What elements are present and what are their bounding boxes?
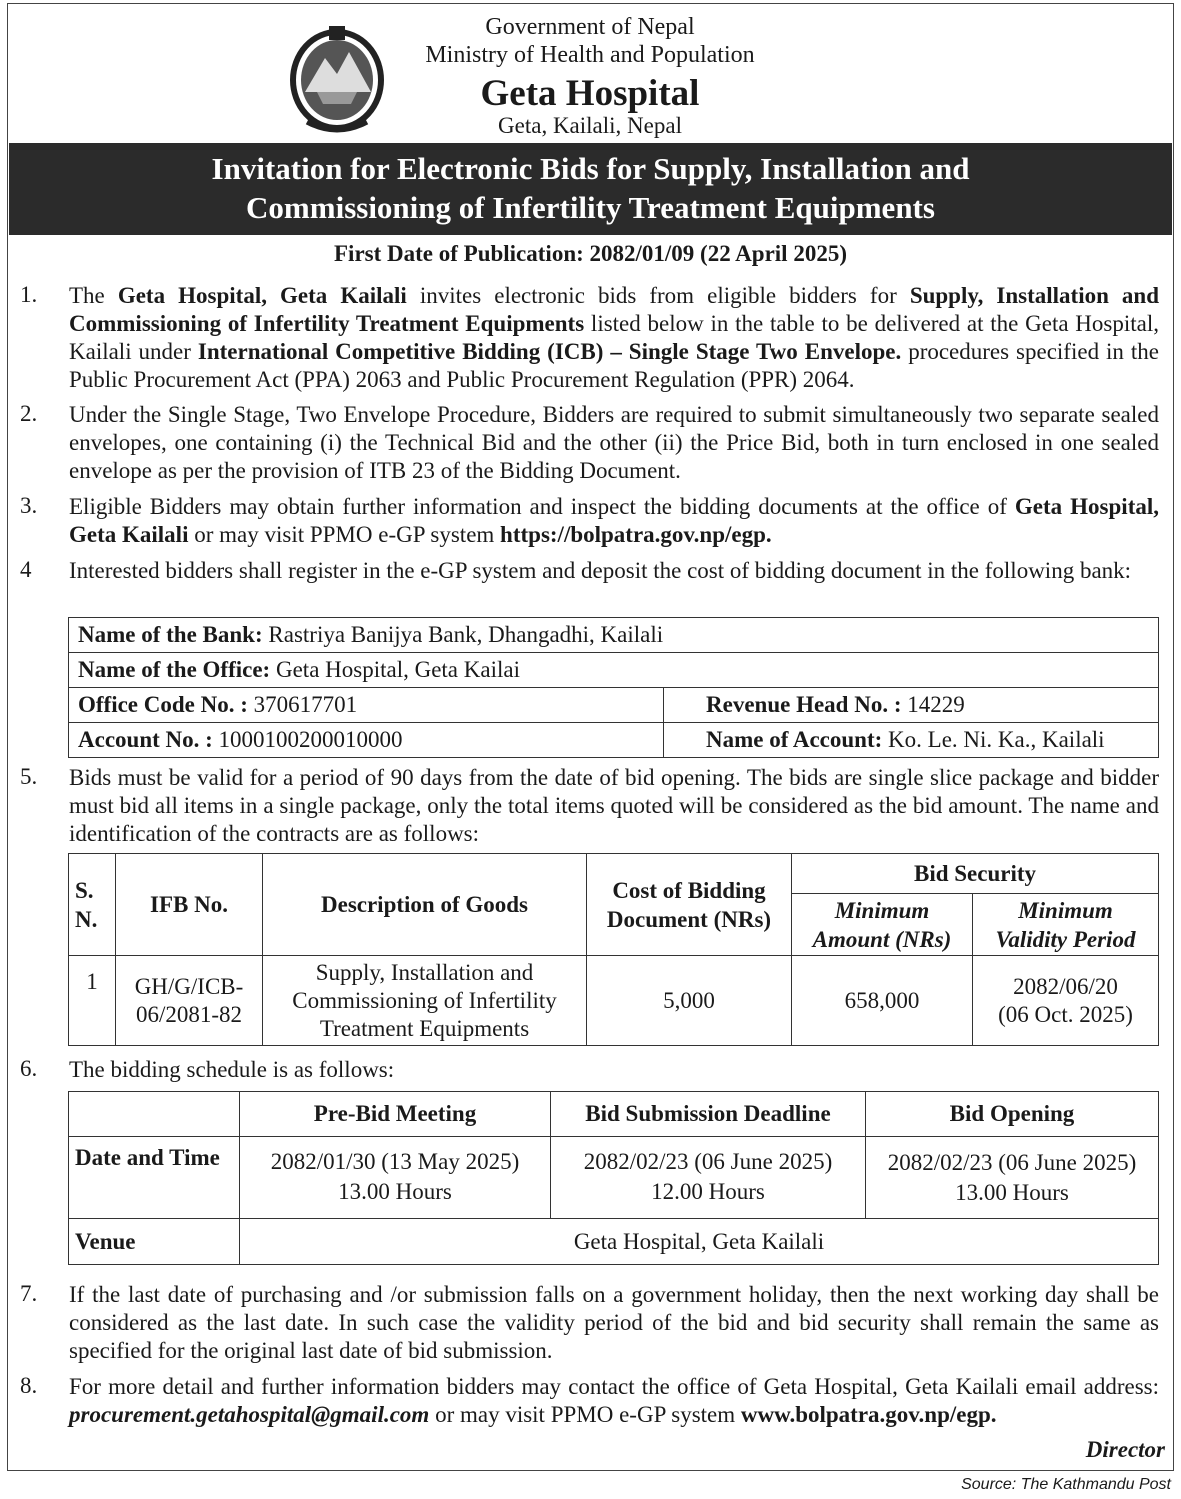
item-4-text: Interested bidders shall register in the e-GP system and deposit the cost of bidding document in the following bank: xyxy=(69,558,1132,583)
col-opening: Bid Opening xyxy=(866,1092,1159,1137)
row-description: Supply, Installation and Commissioning of Infertility Treatment Equipments xyxy=(263,956,587,1046)
office-code-cell: Office Code No. : 370617701 xyxy=(69,688,664,723)
table-row xyxy=(69,956,1159,1046)
source-credit: Source: The Kathmandu Post xyxy=(961,1476,1171,1493)
item-8-text: For more detail and further information bidders may contact the office of Geta Hospital, Geta Kailali email address: procurement.getahospital@gmail.com or may visit PPMO e-GP system www.bolpatra.gov.np/egp. xyxy=(69,1374,1159,1427)
col-submission: Bid Submission Deadline xyxy=(551,1092,866,1137)
email-link[interactable]: procurement.getahospital@gmail.com xyxy=(69,1402,430,1427)
banner-line-1: Invitation for Electronic Bids for Supply, Installation and xyxy=(211,151,970,186)
row-cost: 5,000 xyxy=(587,956,792,1046)
prebid-datetime: 2082/01/30 (13 May 2025) 13.00 Hours xyxy=(240,1137,551,1219)
item-number-2: 2. xyxy=(20,401,38,426)
row-ifb: GH/G/ICB- 06/2081-82 xyxy=(116,956,263,1046)
col-ifb: IFB No. xyxy=(116,854,263,956)
item-number-8: 8. xyxy=(20,1373,38,1398)
row-validity: 2082/06/20 (06 Oct. 2025) xyxy=(973,956,1159,1046)
notice-title-banner xyxy=(9,143,1172,235)
account-name-cell: Name of Account: Ko. Le. Ni. Ka., Kailali xyxy=(664,723,1159,758)
ministry-name: Ministry of Health and Population xyxy=(425,42,755,68)
signature-director: Director xyxy=(1085,1437,1165,1462)
item-3-text: Eligible Bidders may obtain further information and inspect the bidding documents at the office of Geta Hospital, Geta Kailali or may visit PPMO e-GP system https://bolpatra.gov.np/egp. xyxy=(69,494,1159,547)
hospital-name: Geta Hospital xyxy=(480,73,700,114)
bank-name-cell: Name of the Bank: Rastriya Banijya Bank, Dhangadhi, Kailali xyxy=(69,618,1159,653)
gov-name: Government of Nepal xyxy=(485,14,695,40)
schedule-table xyxy=(68,1091,1159,1265)
submission-datetime: 2082/02/23 (06 June 2025) 12.00 Hours xyxy=(551,1137,866,1219)
contract-table xyxy=(68,853,1159,1046)
egp-link[interactable]: https://bolpatra.gov.np/egp. xyxy=(500,522,772,547)
item-number-1: 1. xyxy=(20,282,38,307)
item-6-text: The bidding schedule is as follows: xyxy=(69,1057,395,1082)
publication-date: First Date of Publication: 2082/01/09 (22 April 2025) xyxy=(334,241,847,266)
col-sn: S. N. xyxy=(69,854,116,956)
row-amount: 658,000 xyxy=(792,956,973,1046)
hospital-address: Geta, Kailali, Nepal xyxy=(498,113,682,138)
item-1-text: The Geta Hospital, Geta Kailali invites electronic bids from eligible bidders for Supply, Installation and Commissioning of Infertility Treatment Equipments listed below in the table to be delivered at the Geta Hospital, Kailali under International Competitive Bidding (ICB) – Single Stage Two Envelope. procedures specified in the Public Procurement Act (PPA) 2063 and Public Procurement Regulation (PPR) 2064. xyxy=(69,283,1160,392)
item-number-6: 6. xyxy=(20,1056,38,1081)
item-number-4: 4 xyxy=(20,557,32,582)
row-venue-label: Venue xyxy=(69,1219,240,1265)
bolpatra-link[interactable]: www.bolpatra.gov.np/egp. xyxy=(740,1402,997,1427)
banner-line-2: Commissioning of Infertility Treatment Equipments xyxy=(246,190,935,225)
item-number-7: 7. xyxy=(20,1281,38,1306)
row-sn: 1 xyxy=(69,956,116,1046)
opening-datetime: 2082/02/23 (06 June 2025) 13.00 Hours xyxy=(866,1137,1159,1219)
item-2-text: Under the Single Stage, Two Envelope Procedure, Bidders are required to submit simultaneously two separate sealed envelopes, one containing (i) the Technical Bid and the other (ii) the Price Bid, both in turn enclosed in one sealed envelope as per the provision of ITB 23 of the Bidding Document. xyxy=(69,402,1159,483)
col-min-amount: Minimum Amount (NRs) xyxy=(792,894,973,956)
item-7-text: If the last date of purchasing and /or submission falls on a government holiday, then the next working day shall be considered as the last date. In such case the validity period of the bid and bid security shall remain the same as specified for the original last date of bid submission. xyxy=(69,1282,1159,1363)
office-name-cell: Name of the Office: Geta Hospital, Geta Kailai xyxy=(69,653,1159,688)
col-cost: Cost of Bidding Document (NRs) xyxy=(587,854,792,956)
revenue-head-cell: Revenue Head No. : 14229 xyxy=(664,688,1159,723)
account-number-cell: Account No. : 1000100200010000 xyxy=(69,723,664,758)
col-validity: Minimum Validity Period xyxy=(973,894,1159,956)
col-bid-security: Bid Security xyxy=(792,854,1159,894)
venue-value: Geta Hospital, Geta Kailali xyxy=(240,1219,1159,1265)
item-number-3: 3. xyxy=(20,493,38,518)
item-number-5: 5. xyxy=(20,764,38,789)
schedule-corner xyxy=(69,1092,240,1137)
item-5-text: Bids must be valid for a period of 90 days from the date of bid opening. The bids are single slice package and bidder must bid all items in a single package, only the total items quoted will be considered as the bid amount. The name and identification of the contracts are as follows: xyxy=(69,765,1159,846)
col-prebid: Pre-Bid Meeting xyxy=(240,1092,551,1137)
row-date-label: Date and Time xyxy=(69,1137,240,1219)
nepal-emblem-icon xyxy=(287,22,387,134)
col-description: Description of Goods xyxy=(263,854,587,956)
bank-details-table xyxy=(68,617,1159,758)
